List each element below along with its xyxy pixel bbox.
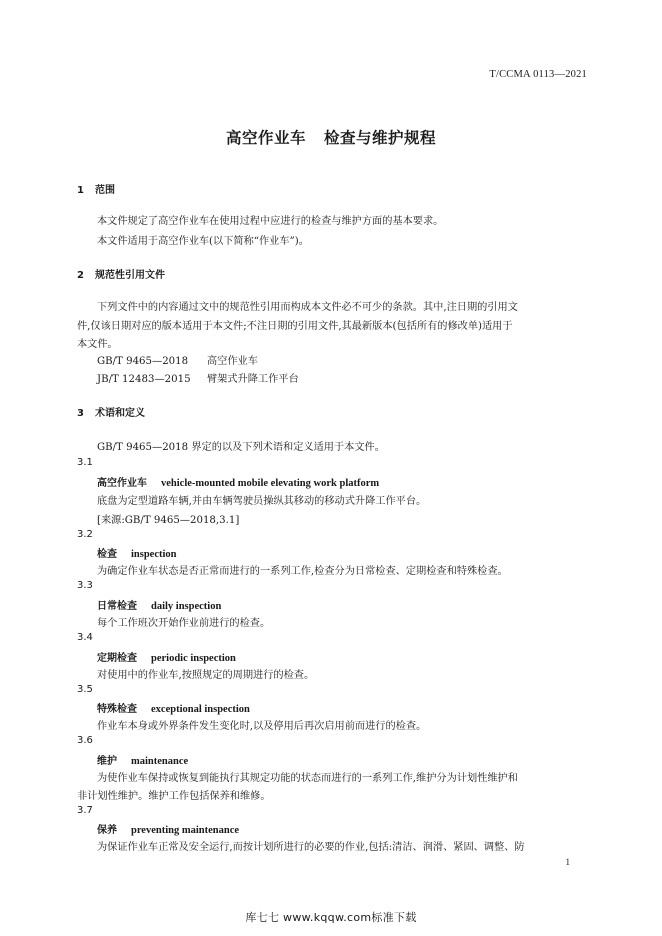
term-source: [来源:GB/T 9465—2018,3.1] [97, 515, 240, 526]
page-number: 1 [565, 857, 570, 867]
paragraph-line: 下列文件中的内容通过文中的规范性引用而构成本文件必不可少的条款。其中,注日期的引用文 [97, 302, 518, 313]
term-number: 3.6 [77, 735, 93, 746]
paragraph-line: 件,仅该日期对应的版本适用于本文件;不注日期的引用文件,其最新版本(包括所有的修改单)适用于 [77, 321, 513, 332]
term-number: 3.1 [77, 457, 93, 468]
term-definition: 对使用中的作业车,按照规定的周期进行的检查。 [97, 670, 315, 681]
footer-watermark: 库七七 www.kqqw.com标准下载 [245, 911, 417, 924]
term-definition: 每个工作班次开始作业前进行的检查。 [97, 618, 271, 629]
term-number: 3.7 [77, 805, 93, 816]
term-heading [97, 474, 379, 489]
term-heading [97, 821, 239, 836]
term-chinese: 特殊检查 [97, 704, 137, 715]
term-definition: 非计划性维护。维护工作包括保养和维修。 [77, 791, 271, 802]
section-2-heading [77, 266, 165, 281]
term-chinese: 高空作业车 [97, 478, 147, 489]
paragraph-line: 本文件。 [77, 339, 118, 350]
section-3-heading [77, 404, 145, 419]
document-code: T/CCMA 0113—2021 [489, 69, 587, 80]
term-english: periodic inspection [151, 653, 236, 664]
term-english: exceptional inspection [151, 704, 250, 715]
term-heading [97, 752, 188, 767]
term-chinese: 日常检查 [97, 601, 137, 612]
term-chinese: 检查 [97, 549, 117, 560]
reference-title: 臂架式升降工作平台 [207, 374, 299, 385]
term-english: inspection [131, 549, 177, 560]
term-english: maintenance [131, 756, 189, 767]
term-heading [97, 649, 236, 664]
section-number: 2 [77, 270, 84, 281]
term-english: preventing maintenance [131, 825, 240, 836]
reference-code: GB/T 9465—2018 [97, 356, 189, 367]
section-title: 术语和定义 [95, 408, 145, 419]
paragraph-line: 本文件规定了高空作业车在使用过程中应进行的检查与维护方面的基本要求。 [97, 216, 444, 227]
section-number: 1 [77, 185, 84, 196]
term-chinese: 保养 [97, 825, 117, 836]
reference-item [97, 352, 258, 367]
term-english: vehicle-mounted mobile elevating work platform [161, 478, 380, 489]
term-number: 3.2 [77, 529, 93, 540]
term-number: 3.5 [77, 684, 93, 695]
paragraph-line: GB/T 9465—2018 界定的以及下列术语和定义适用于本文件。 [97, 442, 385, 453]
term-chinese: 定期检查 [97, 653, 137, 664]
term-definition: 作业车本身或外界条件发生变化时,以及停用后再次启用前而进行的检查。 [97, 721, 427, 732]
section-number: 3 [77, 408, 84, 419]
term-number: 3.4 [77, 632, 93, 643]
document-title [0, 126, 662, 148]
title-main: 高空作业车 [225, 129, 306, 147]
term-chinese: 维护 [97, 756, 117, 767]
reference-title: 高空作业车 [207, 356, 258, 367]
term-definition: 为使作业车保持或恢复到能执行其规定功能的状态而进行的一系列工作,维护分为计划性维护和 [97, 773, 518, 784]
term-english: daily inspection [151, 601, 222, 612]
section-1-heading [77, 181, 115, 196]
section-title: 规范性引用文件 [95, 270, 165, 281]
term-definition: 为确定作业车状态是否正常而进行的一系列工作,检查分为日常检查、定期检查和特殊检查。 [97, 566, 508, 577]
term-definition: 为保证作业车正常及安全运行,而按计划所进行的必要的作业,包括:清洁、润滑、紧固、调整、防 [97, 842, 525, 853]
reference-item [97, 370, 299, 385]
term-heading [97, 700, 250, 715]
reference-code: JB/T 12483—2015 [97, 374, 191, 385]
term-heading [97, 597, 221, 612]
term-definition: 底盘为定型道路车辆,并由车辆驾驶员操纵其移动的移动式升降工作平台。 [97, 496, 427, 507]
section-title: 范围 [95, 185, 115, 196]
paragraph-line: 本文件适用于高空作业车(以下简称“作业车”)。 [97, 236, 309, 247]
term-heading [97, 545, 177, 560]
term-number: 3.3 [77, 580, 93, 591]
title-sub: 检查与维护规程 [324, 129, 437, 147]
